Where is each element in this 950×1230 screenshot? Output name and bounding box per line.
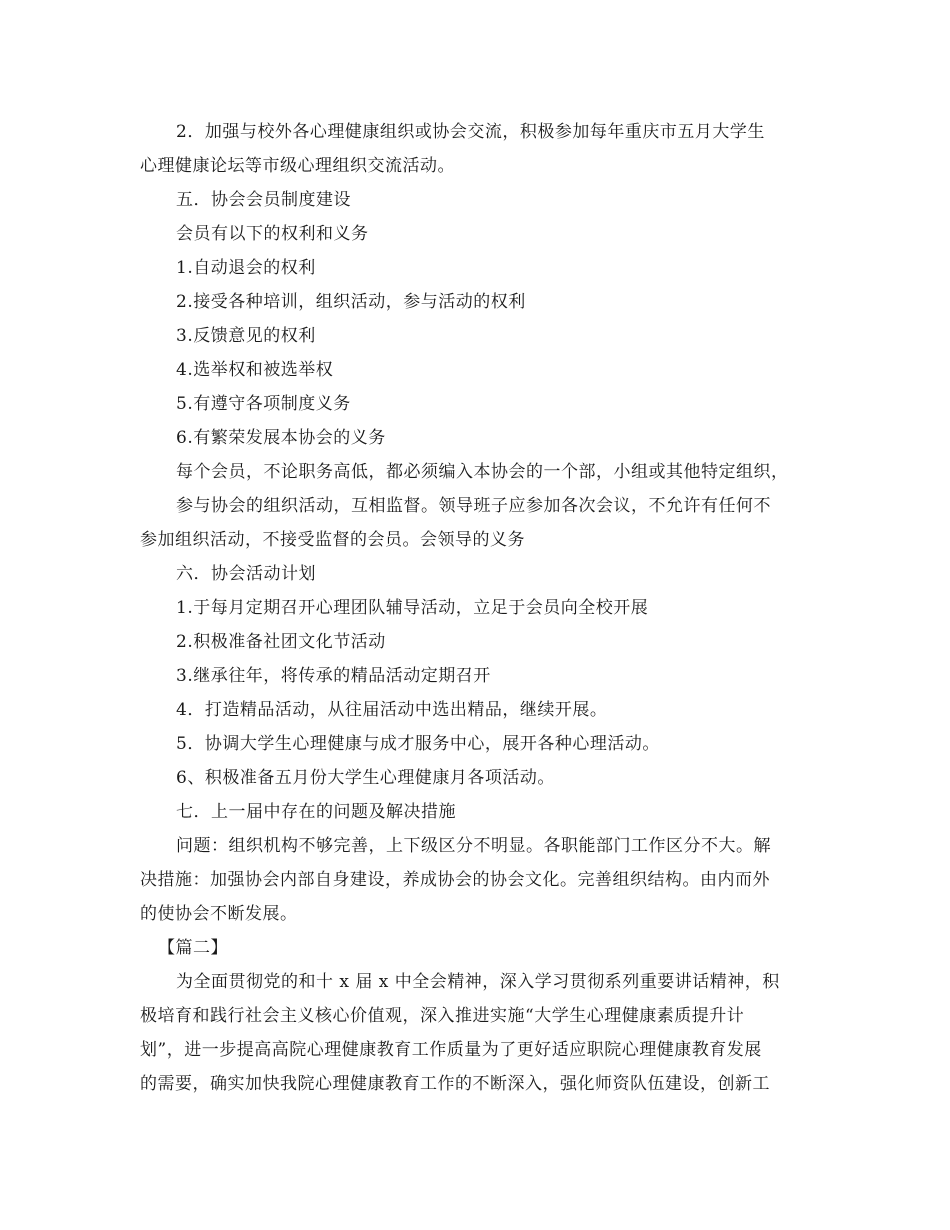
list-item: 6.有繁荣发展本协会的义务: [176, 428, 386, 448]
list-item: 4．打造精品活动，从往届活动中选出精品，继续开展。: [176, 700, 608, 720]
text-line: 心理健康论坛等市级心理组织交流活动。: [140, 156, 455, 176]
text-line: 每个会员，不论职务高低，都必须编入本协会的一个部，小组或其他特定组织，: [176, 462, 789, 482]
text-line: 2．加强与校外各心理健康组织或协会交流，积极参加每年重庆市五月大学生: [176, 122, 765, 142]
text-line: 的使协会不断发展。: [140, 904, 298, 924]
list-item: 6、积极准备五月份大学生心理健康月各项活动。: [176, 768, 555, 788]
text-line: 问题：组织机构不够完善，上下级区分不明显。各职能部门工作区分不大。解: [176, 836, 771, 856]
section-heading: 七．上一届中存在的问题及解决措施: [176, 802, 456, 822]
list-item: 2.积极准备社团文化节活动: [176, 632, 386, 652]
text-line: 为全面贯彻党的和十 x 届 x 中全会精神，深入学习贯彻系列重要讲话精神，积: [176, 972, 780, 992]
list-item: 5.有遵守各项制度义务: [176, 394, 351, 414]
list-item: 2.接受各种培训，组织活动，参与活动的权利: [176, 292, 526, 312]
text-line: 决措施：加强协会内部自身建设，养成协会的协会文化。完善组织结构。由内而外: [140, 870, 770, 890]
list-item: 4.选举权和被选举权: [176, 360, 334, 380]
list-item: 1.于每月定期召开心理团队辅导活动，立足于会员向全校开展: [176, 598, 649, 618]
text-line: 的需要，确实加快我院心理健康教育工作的不断深入，强化师资队伍建设，创新工: [140, 1074, 770, 1094]
list-item: 5．协调大学生心理健康与成才服务中心，展开各种心理活动。: [176, 734, 660, 754]
text-line: 划”，进一步提高高院心理健康教育工作质量为了更好适应职院心理健康教育发展: [140, 1040, 762, 1060]
text-line: 会员有以下的权利和义务: [176, 224, 369, 244]
section-heading: 六．协会活动计划: [176, 564, 316, 584]
text-line: 极培育和践行社会主义核心价值观，深入推进实施“大学生心理健康素质提升计: [140, 1006, 745, 1026]
list-item: 1.自动退会的权利: [176, 258, 316, 278]
list-item: 3.继承往年，将传承的精品活动定期召开: [176, 666, 491, 686]
section-heading: 【篇二】: [158, 938, 228, 958]
text-line: 参与协会的组织活动，互相监督。领导班子应参加各次会议，不允许有任何不: [176, 496, 771, 516]
section-heading: 五．协会会员制度建设: [176, 190, 351, 210]
list-item: 3.反馈意见的权利: [176, 326, 316, 346]
text-line: 参加组织活动，不接受监督的会员。会领导的义务: [140, 530, 525, 550]
